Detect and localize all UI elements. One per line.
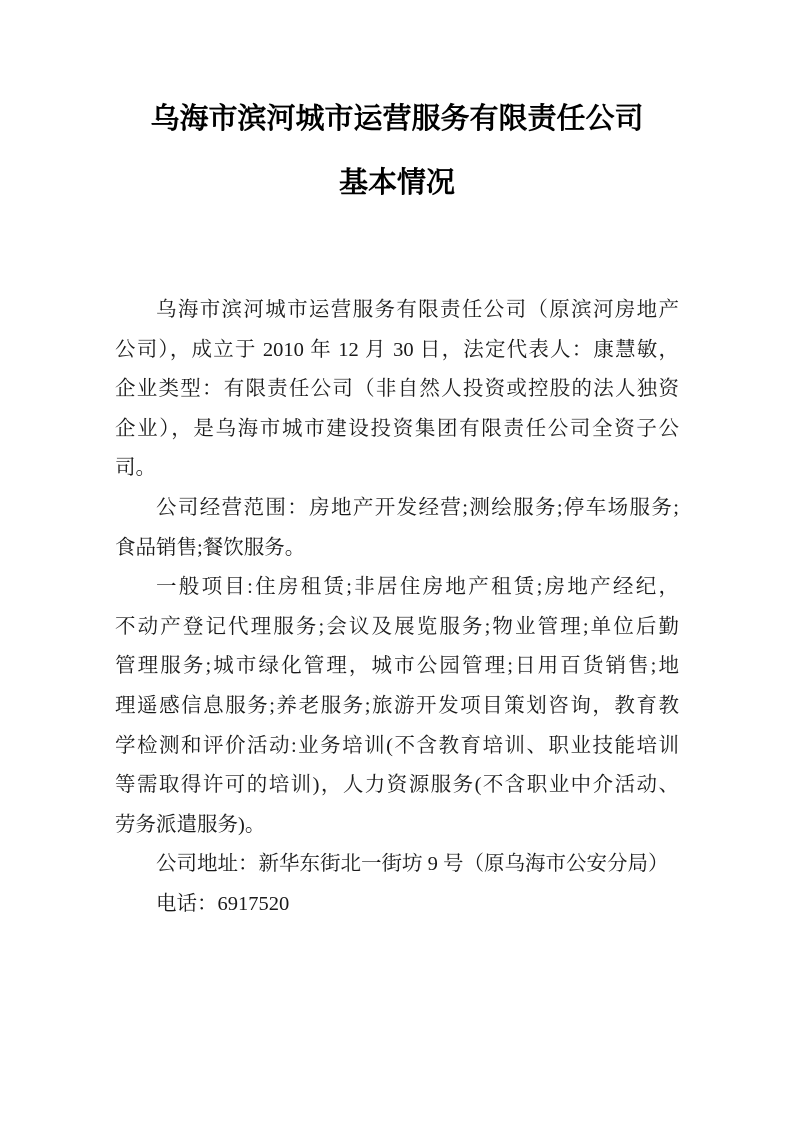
text-line: 不动产登记代理服务;会议及展览服务;物业管理;单位后勤 — [115, 615, 679, 638]
document-subtitle: 基本情况 — [338, 167, 455, 199]
text-line: 食品销售;餐饮服务。 — [115, 536, 306, 559]
paragraph-company-phone — [115, 885, 679, 925]
text-line: 电话：6917520 — [156, 892, 290, 915]
text-line: 公司），成立于 2010 年 12 月 30 日，法定代表人：康慧敏， — [115, 338, 679, 361]
text-line: 学检测和评价活动:业务培训(不含教育培训、职业技能培训 — [115, 734, 679, 757]
paragraph-company-introduction — [115, 291, 679, 489]
text-line: 乌海市滨河城市运营服务有限责任公司（原滨河房地产 — [156, 299, 679, 321]
text-line: 理遥感信息服务;养老服务;旅游开发项目策划咨询，教育教 — [115, 694, 679, 717]
paragraph-business-scope — [115, 489, 679, 568]
text-line: 公司经营范围：房地产开发经营;测绘服务;停车场服务; — [156, 496, 679, 519]
text-line: 管理服务;城市绿化管理，城市公园管理;日用百货销售;地 — [115, 655, 679, 678]
text-line: 企业类型：有限责任公司（非自然人投资或控股的法人独资 — [115, 378, 679, 401]
text-line: 一般项目:住房租赁;非居住房地产租赁;房地产经纪， — [156, 576, 679, 599]
text-line: 等需取得许可的培训)，人力资源服务(不含职业中介活动、 — [115, 774, 679, 797]
text-line: 司。 — [115, 457, 156, 480]
text-line: 公司地址：新华东街北一街坊 9 号（原乌海市公安分局） — [156, 853, 669, 876]
paragraph-general-projects — [115, 568, 679, 845]
document-body — [115, 291, 679, 925]
paragraph-company-address — [115, 845, 679, 885]
text-line: 企业），是乌海市城市建设投资集团有限责任公司全资子公 — [115, 417, 679, 440]
text-line: 劳务派遣服务)。 — [115, 813, 266, 836]
document-title: 乌海市滨河城市运营服务有限责任公司 — [150, 103, 644, 135]
